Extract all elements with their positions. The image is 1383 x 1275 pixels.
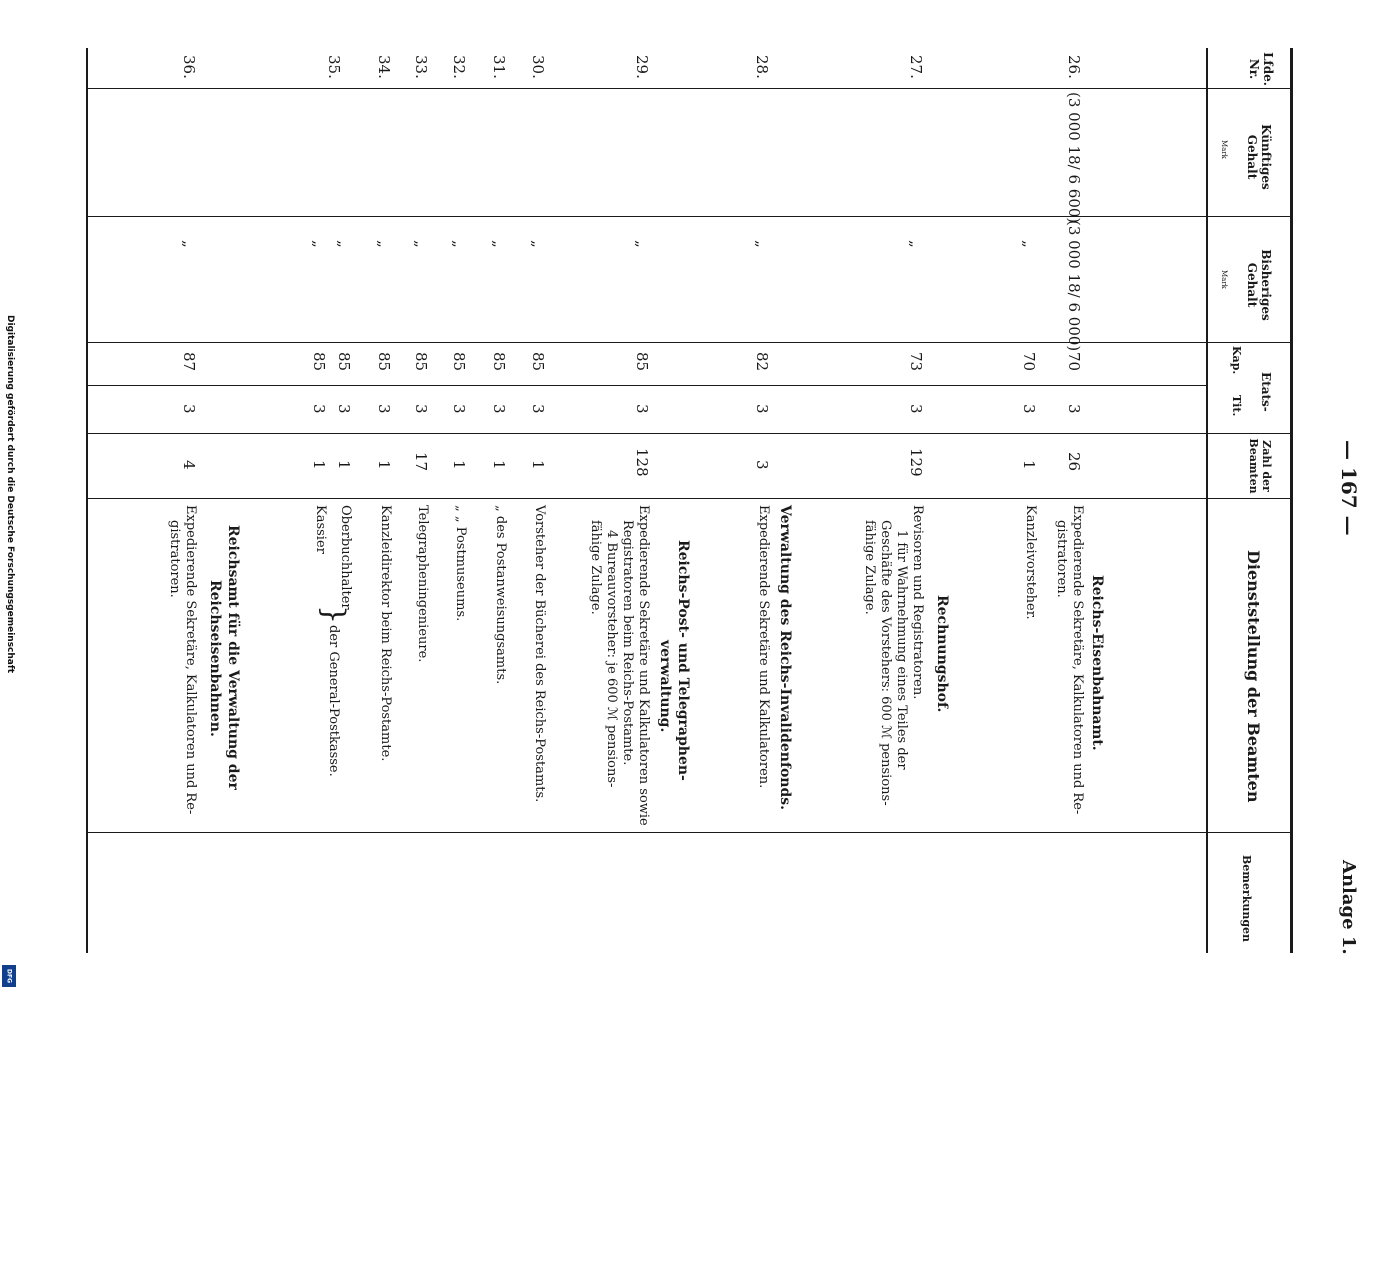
row-31-tit: 3 [490, 404, 508, 414]
row-36-text-b: gistratoren. [167, 520, 182, 598]
row-36-bisherig: „ [180, 240, 198, 248]
row-33-nr: 33. [412, 55, 430, 79]
header-kuenftig-unit: Mark [1220, 140, 1228, 159]
row-27-zahl: 129 [907, 448, 925, 477]
row-35b-kap: 85 [310, 352, 328, 372]
row-34-bisherig: „ [375, 240, 393, 248]
header-bottom-rule [1206, 48, 1208, 953]
header-bisherig-unit: Mark [1220, 270, 1228, 289]
header-lfde: Lfde. Nr. [1247, 52, 1275, 86]
table-top-rule [1290, 48, 1293, 953]
row-29-zahl: 128 [633, 448, 651, 477]
col-rule-5 [88, 498, 1293, 499]
row-26b-kap: 70 [1020, 352, 1038, 372]
page-number: — 167 — [1337, 440, 1361, 536]
row-27-kap: 73 [907, 352, 925, 372]
row-30-zahl: 1 [529, 460, 547, 470]
header-etats: Etats- [1259, 372, 1273, 412]
row-26-zahl: 26 [1065, 452, 1083, 472]
row-32-nr: 32. [450, 55, 468, 79]
row-33-zahl: 17 [412, 452, 430, 472]
row-26-tit: 3 [1065, 404, 1083, 414]
header-bisherig: Bisheriges Gehalt [1245, 249, 1273, 321]
row-36-kap: 87 [180, 352, 198, 372]
brace: } [316, 605, 351, 625]
row-26-kuenftig: (3 000 18/ 6 600) [1065, 92, 1083, 224]
digitization-footer: Digitalisierung gefördert durch die Deutsche Forschungsgemeinschaft [5, 315, 15, 674]
row-30-kap: 85 [529, 352, 547, 372]
row-34-nr: 34. [375, 55, 393, 79]
col-rule-3 [88, 342, 1293, 343]
row-33-text: Telegrapheningenieure. [415, 505, 430, 663]
header-zahl: Zahl der Beamten [1247, 438, 1273, 494]
section-rechnungshof: Rechnungshof. [934, 595, 950, 713]
row-34-kap: 85 [375, 352, 393, 372]
row-35a-zahl: 1 [335, 460, 353, 470]
row-33-tit: 3 [412, 404, 430, 414]
row-35a-bisherig: „ [335, 240, 353, 248]
row-28-text: Expedierende Sekretäre und Kalkulatoren. [756, 505, 771, 789]
row-28-tit: 3 [753, 404, 771, 414]
row-27-text-d: fähige Zulage. [862, 520, 877, 615]
row-27-text-c: Geschäfte des Vorstehers: 600 ℳ pensions- [878, 520, 893, 806]
row-29-kap: 85 [633, 352, 651, 372]
row-32-tit: 3 [450, 404, 468, 414]
row-31-text: „ des Postanweisungsamts. [493, 505, 508, 685]
row-26-text-b: gistratoren. [1054, 520, 1069, 598]
col-rule-etats [88, 385, 1208, 386]
row-35b-tit: 3 [310, 404, 328, 414]
section-reichsamt-1: Reichsamt für die Verwaltung der [225, 525, 241, 790]
col-rule-4 [88, 433, 1293, 434]
row-26b-text: Kanzleivorsteher. [1023, 505, 1038, 620]
row-35a-tit: 3 [335, 404, 353, 414]
row-35-nr: 35. [325, 55, 343, 79]
row-30-text: Vorsteher der Bücherei des Reichs-Postamts. [532, 505, 547, 803]
row-32-kap: 85 [450, 352, 468, 372]
row-35-text-c: der General-Postkasse. [326, 625, 341, 777]
row-28-kap: 82 [753, 352, 771, 372]
header-bemerkungen: Bemerkungen [1240, 855, 1253, 943]
row-27-bisherig: „ [907, 240, 925, 248]
row-27-tit: 3 [907, 404, 925, 414]
row-31-nr: 31. [490, 55, 508, 79]
table-bottom-rule [86, 48, 88, 953]
row-31-bisherig: „ [490, 240, 508, 248]
dfg-logo: DFG [2, 965, 16, 987]
row-34-tit: 3 [375, 404, 393, 414]
row-29-text-c: 4 Bureauvorsteher: je 600 ℳ pensions- [604, 530, 619, 788]
col-rule-2 [88, 216, 1293, 217]
row-29-nr: 29. [633, 55, 651, 79]
header-dienststellung: Dienststellung der Beamten [1244, 550, 1263, 803]
col-rule-6 [88, 832, 1293, 833]
row-36-zahl: 4 [180, 460, 198, 470]
row-28-zahl: 3 [753, 460, 771, 470]
section-post-2: verwaltung. [657, 640, 673, 733]
row-26-text-a: Expedierende Sekretäre, Kalkulatoren und Re- [1070, 505, 1085, 815]
section-reichsamt-2: Reichseisenbahnen. [207, 580, 223, 737]
row-33-bisherig: „ [412, 240, 430, 248]
section-reichs-eisenbahnamt: Reichs-Eisenbahnamt. [1089, 575, 1105, 751]
section-invalidenfonds: Verwaltung des Reichs-Invalidenfonds. [777, 505, 793, 811]
row-36-text-a: Expedierende Sekretäre, Kalkulatoren und Re- [183, 505, 198, 815]
row-29-bisherig: „ [633, 240, 651, 248]
row-28-bisherig: „ [753, 240, 771, 248]
row-30-nr: 30. [529, 55, 547, 79]
row-29-text-b: Registratoren beim Reichs-Postamte. [620, 520, 635, 766]
row-30-tit: 3 [529, 404, 547, 414]
row-32-bisherig: „ [450, 240, 468, 248]
row-35b-text: Kassier [313, 505, 328, 554]
row-35a-text: Oberbuchhalter [338, 505, 353, 610]
row-29-tit: 3 [633, 404, 651, 414]
row-30-bisherig: „ [529, 240, 547, 248]
row-26b-tit: 3 [1020, 404, 1038, 414]
row-32-text: „ „ Postmuseums. [453, 505, 468, 622]
row-35b-zahl: 1 [310, 460, 328, 470]
row-29-text-d: fähige Zulage. [588, 520, 603, 615]
col-rule-1 [88, 88, 1293, 89]
row-31-zahl: 1 [490, 460, 508, 470]
row-34-zahl: 1 [375, 460, 393, 470]
row-27-nr: 27. [907, 55, 925, 79]
row-27-text-a: Revisoren und Registratoren. [910, 505, 925, 700]
row-26b-bisherig: „ [1020, 240, 1038, 248]
row-35a-kap: 85 [335, 352, 353, 372]
row-35b-bisherig: „ [310, 240, 328, 248]
row-28-nr: 28. [753, 55, 771, 79]
row-29-text-a: Expedierende Sekretäre und Kalkulatoren sowie [636, 505, 651, 826]
header-kuenftig: Künftiges Gehalt [1245, 124, 1273, 190]
row-36-tit: 3 [180, 404, 198, 414]
row-26-bisherig: (3 000 18/ 6 000) [1065, 220, 1083, 352]
row-26b-zahl: 1 [1020, 460, 1038, 470]
row-26-nr: 26. [1065, 55, 1083, 79]
row-32-zahl: 1 [450, 460, 468, 470]
header-tit: Tit. [1230, 395, 1243, 417]
row-36-nr: 36. [180, 55, 198, 79]
header-kap: Kap. [1230, 346, 1243, 375]
row-33-kap: 85 [412, 352, 430, 372]
appendix-label: Anlage 1. [1338, 860, 1359, 955]
row-31-kap: 85 [490, 352, 508, 372]
section-post-1: Reichs-Post- und Telegraphen- [675, 540, 691, 781]
row-27-text-b: 1 für Wahrnehmung eines Teiles der [894, 530, 909, 770]
row-26-kap: 70 [1065, 352, 1083, 372]
row-34-text: Kanzleidirektor beim Reichs-Postamte. [378, 505, 393, 762]
